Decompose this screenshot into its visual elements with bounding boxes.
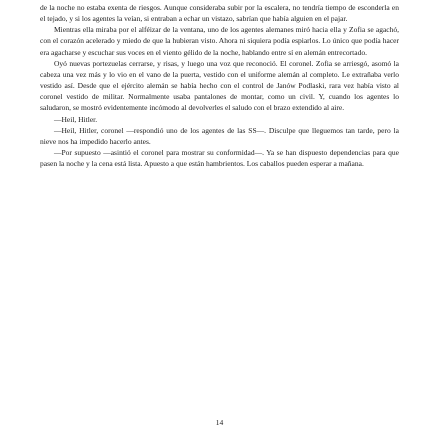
page-number: 14 xyxy=(215,418,224,427)
dialogue-line: —Heil, Hitler, coronel —respondió uno de los agentes de las SS—. Disculpe que lleguemos tan tarde, pero la nieve nos ha impedido hacerlo antes. xyxy=(40,125,399,146)
dialogue-line: —Por supuesto —asintió el coronel para mostrar su conformidad—. Ya se han dispuesto dependencias para que pasen la noche y la cena está lista. Apuesto a que están hambrientos. Los caballos pueden esperar a mañana. xyxy=(40,148,399,169)
paragraph: Mientras ella miraba por el alféizar de la ventana, uno de los agentes alemanes miró hacia ella y Zofia se agachó, con el corazón acelerado y miedo de que la hubieran visto. Ahora ni siquiera podía espiarlos. Lo único que podía hacer era agacharse y escuchar sus voces en el viento gélido de la noche, hablando entre sí en alemán entrecortado. xyxy=(40,25,399,57)
paragraph-continuation: de la noche no estaba exenta de riesgos. Aunque consideraba subir por la escalera, no tendría tiempo de esconderla en el tejado, y si los agentes la veían, si entraban a echar un vistazo, sabrían que había alguien en el pajar. xyxy=(40,3,399,24)
paragraph: Oyó nuevas portezuelas cerrarse, y risas, y luego una voz que reconoció. El coronel. Zofia se arriesgó, asomó la cabeza una vez más y lo vio en el vano de la puerta, vestido con el uniforme alemán al completo. Le extrañaba verlo vestido así. Desde que el ejército alemán se había hecho con el control de Janów Podlaski, rara vez había visto al coronel vestido de militar. Normalmente usaba pantalones de montar, como un civil. Y, cuando los agentes lo saludaron, se mostró evidentemente incómodo al devolverles el saludo con el brazo extendido al aire. xyxy=(40,58,399,113)
dialogue-line: —Heil, Hitler. xyxy=(54,114,98,124)
